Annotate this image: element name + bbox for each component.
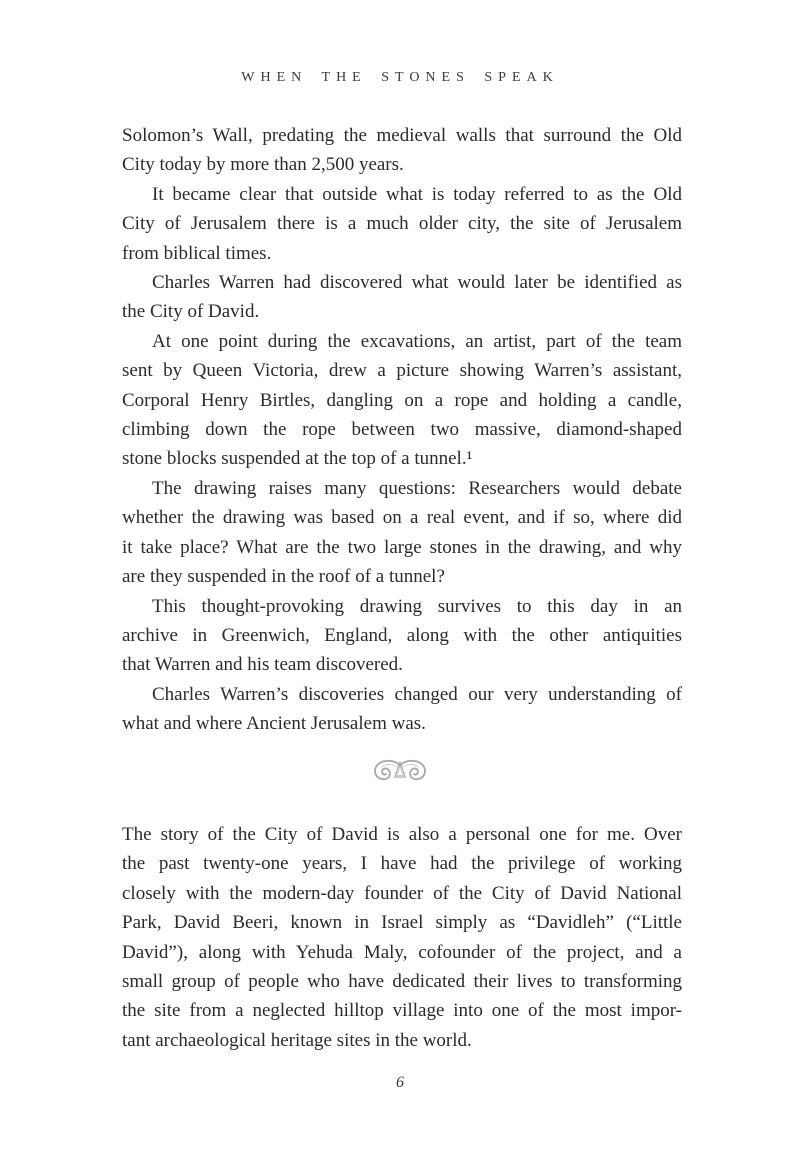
text-line: whether the drawing was based on a real event, and if so, where did <box>122 507 682 529</box>
paragraph <box>122 592 682 680</box>
text-line: that Warren and his team discovered. <box>122 654 403 676</box>
text-line: what and where Ancient Jerusalem was. <box>122 713 426 735</box>
text-line: the past twenty-one years, I have had the privilege of working <box>122 853 682 875</box>
text-line: stone blocks suspended at the top of a tunnel.¹ <box>122 448 473 470</box>
text-line: Solomon’s Wall, predating the medieval walls that surround the Old <box>122 125 682 146</box>
text-line: closely with the modern-day founder of the City of David National <box>122 882 682 904</box>
body-text-section-1 <box>122 121 682 739</box>
paragraph <box>122 474 682 592</box>
text-line: City of Jerusalem there is a much older city, the site of Jerusalem <box>122 213 682 235</box>
text-line: The story of the City of David is also a personal one for me. Over <box>122 824 682 845</box>
paragraph <box>122 121 682 180</box>
paragraph <box>122 180 682 268</box>
paragraph <box>122 820 682 1055</box>
text-line: the City of David. <box>122 301 260 323</box>
text-line: climbing down the rope between two massive, diamond-shaped <box>122 419 682 441</box>
text-line: This thought-provoking drawing survives to this day in an <box>152 595 682 617</box>
running-head: WHEN THE STONES SPEAK <box>241 70 559 85</box>
text-line: small group of people who have dedicated their lives to transforming <box>122 971 682 993</box>
text-line: Charles Warren’s discoveries changed our very understanding of <box>152 683 682 705</box>
text-line: it take place? What are the two large stones in the drawing, and why <box>122 536 682 558</box>
text-line: The drawing raises many questions: Researchers would debate <box>152 477 682 499</box>
paragraph <box>122 268 682 327</box>
text-line: tant archaeological heritage sites in the world. <box>122 1029 472 1051</box>
text-line: sent by Queen Victoria, drew a picture showing Warren’s assistant, <box>122 360 682 382</box>
text-line: At one point during the excavations, an artist, part of the team <box>152 330 682 352</box>
scroll-volute-ornament-icon <box>371 757 429 784</box>
section-divider <box>0 757 800 784</box>
paragraph <box>122 680 682 739</box>
text-line: Charles Warren had discovered what would later be identified as <box>152 272 682 294</box>
paragraph <box>122 327 682 474</box>
body-text-section-2 <box>122 820 682 1055</box>
text-line: David”), along with Yehuda Maly, cofounder of the project, and a <box>122 941 682 963</box>
page-number: 6 <box>396 1074 404 1091</box>
text-line: from biblical times. <box>122 242 272 264</box>
text-line: City today by more than 2,500 years. <box>122 154 404 176</box>
text-line: are they suspended in the roof of a tunnel? <box>122 566 445 588</box>
text-line: It became clear that outside what is today referred to as the Old <box>152 183 682 205</box>
text-line: archive in Greenwich, England, along with the other antiquities <box>122 624 682 646</box>
text-line: the site from a neglected hilltop village into one of the most impor- <box>122 1000 682 1022</box>
text-line: Corporal Henry Birtles, dangling on a rope and holding a candle, <box>122 389 682 411</box>
text-line: Park, David Beeri, known in Israel simply as “Davidleh” (“Little <box>122 912 682 934</box>
